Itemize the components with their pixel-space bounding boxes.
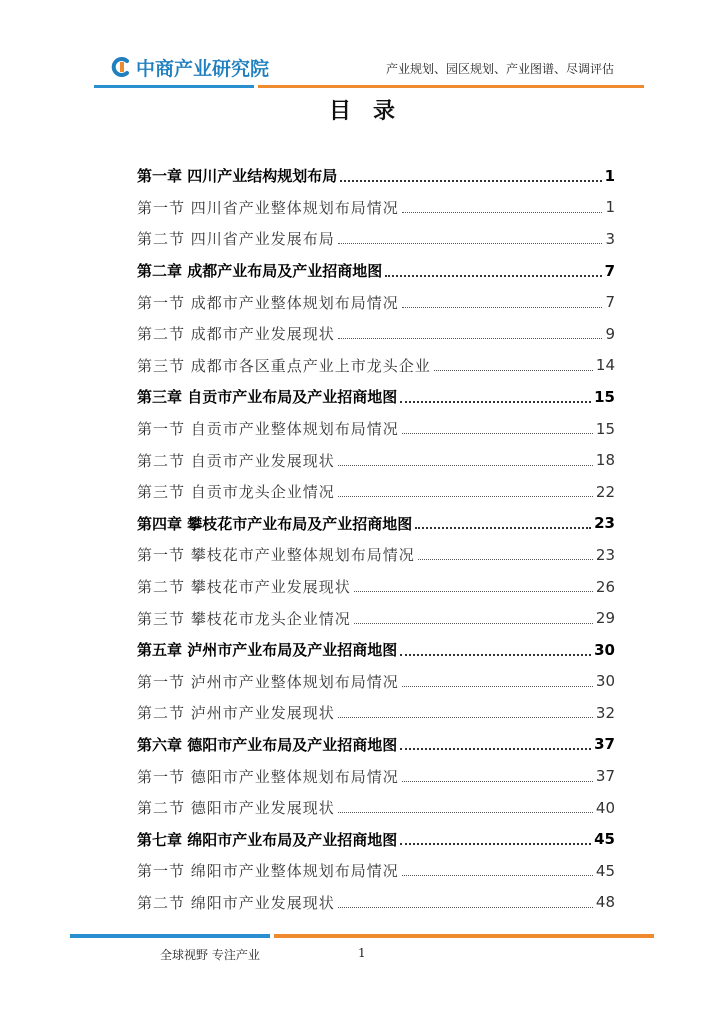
- toc-dot-leader: [338, 907, 593, 908]
- toc-dot-leader: [385, 275, 601, 277]
- toc-dot-leader: [402, 212, 603, 213]
- toc-dot-leader: [400, 401, 591, 403]
- toc-entry-page: 30: [595, 672, 615, 691]
- toc-entry-page: 40: [595, 798, 615, 817]
- toc-entry-label: 第三章 自贡市产业布局及产业招商地图: [137, 388, 398, 407]
- toc-section-entry[interactable]: [137, 286, 615, 318]
- toc-dot-leader: [400, 654, 591, 656]
- toc-entry-label: 第一节 自贡市产业整体规划布局情况: [137, 420, 399, 439]
- toc-section-entry[interactable]: [137, 476, 615, 508]
- toc-section-entry[interactable]: [137, 223, 615, 255]
- toc-chapter-entry[interactable]: [137, 381, 615, 413]
- toc-chapter-entry[interactable]: [137, 255, 615, 287]
- toc-entry-page: 23: [594, 514, 615, 533]
- toc-entry-label: 第三节 成都市各区重点产业上市龙头企业: [137, 356, 431, 375]
- toc-entry-label: 第五章 泸州市产业布局及产业招商地图: [137, 641, 398, 660]
- page-header: [0, 0, 724, 92]
- toc-entry-page: 15: [595, 419, 615, 438]
- toc-entry-page: 23: [595, 545, 615, 564]
- toc-entry-label: 第二节 自贡市产业发展现状: [137, 451, 335, 470]
- toc-section-entry[interactable]: [137, 602, 615, 634]
- toc-entry-label: 第六章 德阳市产业布局及产业招商地图: [137, 735, 398, 754]
- toc-dot-leader: [400, 748, 591, 750]
- toc-dot-leader: [338, 243, 603, 244]
- toc-entry-page: 1: [605, 198, 615, 217]
- toc-entry-label: 第七章 绵阳市产业布局及产业招商地图: [137, 830, 398, 849]
- toc-entry-page: 1: [604, 166, 615, 185]
- footer-divider-blue: [70, 934, 270, 938]
- footer-slogan: 全球视野 专注产业: [160, 948, 260, 962]
- header-slogan: 产业规划、园区规划、产业图谱、尽调评估: [385, 62, 614, 76]
- toc-section-entry[interactable]: [137, 539, 615, 571]
- toc-entry-label: 第二节 德阳市产业发展现状: [137, 799, 335, 818]
- toc-entry-label: 第一节 成都市产业整体规划布局情况: [137, 293, 399, 312]
- toc-entry-label: 第三节 攀枝花市龙头企业情况: [137, 609, 351, 628]
- toc-entry-label: 第三节 自贡市龙头企业情况: [137, 483, 335, 502]
- toc-dot-leader: [400, 843, 591, 845]
- toc-entry-page: 48: [595, 893, 615, 912]
- toc-entry-page: 9: [605, 324, 615, 343]
- table-of-contents: [137, 160, 615, 918]
- toc-section-entry[interactable]: [137, 760, 615, 792]
- toc-dot-leader: [402, 686, 593, 687]
- toc-dot-leader: [338, 338, 603, 339]
- toc-entry-label: 第二节 四川省产业发展布局: [137, 230, 335, 249]
- toc-dot-leader: [354, 591, 593, 592]
- company-logo: [110, 54, 269, 80]
- toc-entry-label: 第二章 成都产业布局及产业招商地图: [137, 262, 383, 281]
- toc-entry-page: 45: [594, 830, 615, 849]
- toc-entry-label: 第一节 泸州市产业整体规划布局情况: [137, 672, 399, 691]
- toc-dot-leader: [402, 307, 603, 308]
- logo-text: 中商产业研究院: [136, 57, 270, 80]
- toc-entry-label: 第二节 成都市产业发展现状: [137, 325, 335, 344]
- toc-dot-leader: [415, 527, 591, 529]
- toc-entry-label: 第二节 泸州市产业发展现状: [137, 704, 335, 723]
- toc-entry-page: 14: [595, 356, 615, 375]
- toc-dot-leader: [338, 496, 593, 497]
- toc-dot-leader: [354, 623, 593, 624]
- toc-section-entry[interactable]: [137, 350, 615, 382]
- toc-chapter-entry[interactable]: [137, 160, 615, 192]
- toc-dot-leader: [402, 433, 593, 434]
- toc-section-entry[interactable]: [137, 413, 615, 445]
- toc-chapter-entry[interactable]: [137, 823, 615, 855]
- footer-divider-orange: [274, 934, 654, 938]
- toc-entry-page: 18: [595, 451, 615, 470]
- toc-chapter-entry[interactable]: [137, 508, 615, 540]
- toc-dot-leader: [418, 559, 593, 560]
- toc-dot-leader: [402, 875, 593, 876]
- toc-section-entry[interactable]: [137, 792, 615, 824]
- header-divider-orange: [258, 85, 644, 88]
- toc-section-entry[interactable]: [137, 571, 615, 603]
- toc-entry-page: 37: [595, 767, 615, 786]
- logo-c-icon: [110, 56, 132, 78]
- toc-entry-label: 第二节 绵阳市产业发展现状: [137, 893, 335, 912]
- page-title: 目录: [328, 99, 417, 124]
- toc-section-entry[interactable]: [137, 855, 615, 887]
- footer-page-number: 1: [358, 946, 366, 960]
- toc-section-entry[interactable]: [137, 666, 615, 698]
- toc-section-entry[interactable]: [137, 192, 615, 224]
- toc-entry-page: 26: [595, 577, 615, 596]
- toc-section-entry[interactable]: [137, 697, 615, 729]
- header-divider-blue: [94, 85, 254, 88]
- toc-entry-page: 3: [605, 229, 615, 248]
- toc-entry-label: 第四章 攀枝花市产业布局及产业招商地图: [137, 514, 413, 533]
- toc-entry-page: 29: [595, 609, 615, 628]
- toc-entry-page: 22: [595, 482, 615, 501]
- toc-entry-label: 第二节 攀枝花市产业发展现状: [137, 578, 351, 597]
- toc-dot-leader: [402, 781, 593, 782]
- toc-entry-page: 30: [594, 640, 615, 659]
- toc-dot-leader: [338, 465, 593, 466]
- toc-entry-label: 第一节 绵阳市产业整体规划布局情况: [137, 862, 399, 881]
- toc-entry-page: 7: [605, 293, 615, 312]
- toc-entry-label: 第一节 攀枝花市产业整体规划布局情况: [137, 546, 415, 565]
- toc-chapter-entry[interactable]: [137, 729, 615, 761]
- toc-entry-label: 第一节 德阳市产业整体规划布局情况: [137, 767, 399, 786]
- toc-section-entry[interactable]: [137, 318, 615, 350]
- toc-entry-page: 37: [594, 735, 615, 754]
- toc-dot-leader: [338, 812, 593, 813]
- toc-dot-leader: [338, 717, 593, 718]
- toc-chapter-entry[interactable]: [137, 634, 615, 666]
- toc-section-entry[interactable]: [137, 444, 615, 476]
- toc-entry-page: 45: [595, 861, 615, 880]
- toc-dot-leader: [434, 370, 593, 371]
- toc-section-entry[interactable]: [137, 887, 615, 919]
- toc-entry-page: 7: [604, 261, 615, 280]
- toc-entry-label: 第一章 四川产业结构规划布局: [137, 167, 338, 186]
- toc-entry-page: 15: [594, 387, 615, 406]
- toc-entry-page: 32: [595, 703, 615, 722]
- toc-dot-leader: [340, 180, 601, 182]
- toc-entry-label: 第一节 四川省产业整体规划布局情况: [137, 198, 399, 217]
